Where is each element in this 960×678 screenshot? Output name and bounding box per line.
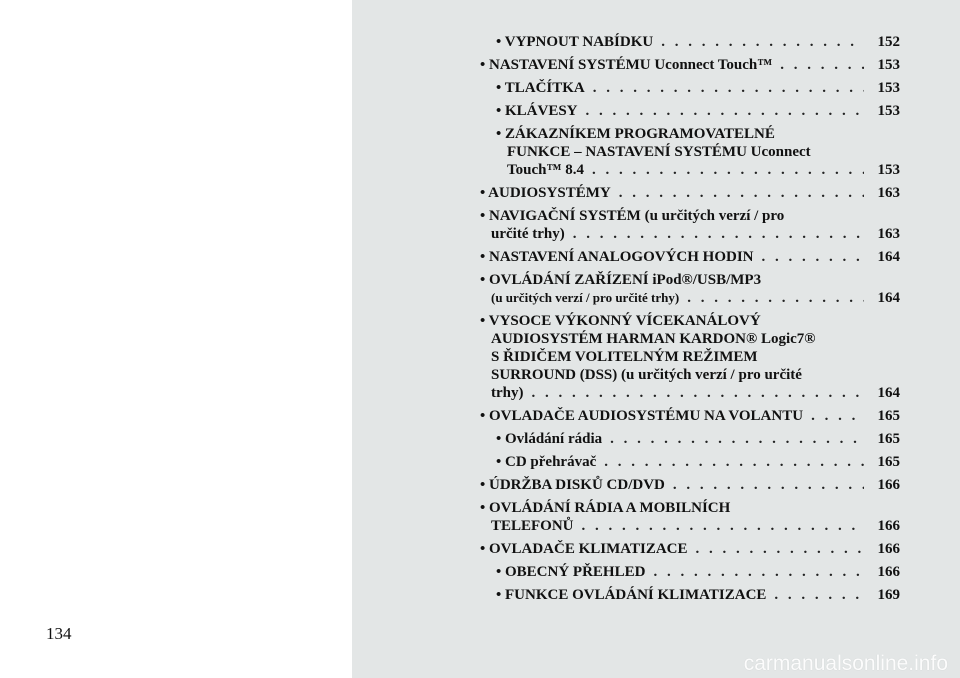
toc-entry-title: • VYPNOUT NABÍDKU — [496, 34, 654, 50]
toc-entry[interactable] — [480, 312, 900, 402]
toc-leader-dots — [586, 102, 864, 120]
toc-entry-title: TELEFONŮ — [491, 518, 574, 534]
toc-leader-dots — [696, 540, 865, 558]
toc-entry-lead-line — [480, 289, 900, 307]
toc-page-number: 153 — [877, 57, 900, 73]
left-page — [0, 0, 352, 678]
toc-entry[interactable] — [480, 586, 900, 604]
watermark: carmanualsonline.info — [743, 652, 948, 675]
toc-page-number: 166 — [877, 564, 900, 580]
toc-leader-dots — [811, 407, 864, 425]
toc-entry[interactable] — [480, 407, 900, 425]
toc-entry-title: • CD přehrávač — [496, 454, 597, 470]
toc-page-number: 164 — [877, 385, 900, 401]
toc-entry[interactable] — [480, 184, 900, 202]
toc-page-number: 163 — [877, 226, 900, 242]
toc-page-number: 164 — [877, 290, 900, 306]
toc-entry-lead-line — [496, 430, 900, 448]
toc-entry-lead-line — [480, 225, 900, 243]
toc-entry-lead-line — [480, 56, 900, 74]
toc-entry[interactable] — [480, 499, 900, 535]
toc-entry-lead-line — [496, 161, 900, 179]
toc-entry-title: trhy) — [491, 385, 524, 401]
toc-entry-title: Touch™ 8.4 — [507, 162, 584, 178]
toc-entry-title-line: AUDIOSYSTÉM HARMAN KARDON® Logic7® — [491, 331, 816, 347]
toc-entry-title-line: S ŘIDIČEM VOLITELNÝM REŽIMEM — [491, 349, 758, 365]
toc-page-number: 165 — [877, 408, 900, 424]
toc-entry-title-line: • NAVIGAČNÍ SYSTÉM (u určitých verzí / pro — [480, 208, 785, 224]
toc-leader-dots — [582, 517, 864, 535]
toc-page-number: 152 — [877, 34, 900, 50]
toc-entry[interactable] — [480, 56, 900, 74]
toc-entry-title: • NASTAVENÍ SYSTÉMU Uconnect Touch™ — [480, 57, 773, 73]
toc-page-number: 153 — [877, 162, 900, 178]
toc-entry-lead-line — [496, 453, 900, 471]
toc-entry-title: • Ovládání rádia — [496, 431, 603, 447]
toc-leader-dots — [593, 79, 864, 97]
toc-entry-title: • OVLADAČE AUDIOSYSTÉMU NA VOLANTU — [480, 408, 804, 424]
toc-entry-title-line: FUNKCE – NASTAVENÍ SYSTÉMU Uconnect — [507, 144, 811, 160]
toc-entry-lead-line — [480, 407, 900, 425]
toc-entry-lead-line — [480, 384, 900, 402]
toc-entry[interactable] — [480, 540, 900, 558]
toc-leader-dots — [762, 248, 865, 266]
toc-entry-title: • KLÁVESY — [496, 103, 578, 119]
toc-page-number: 165 — [877, 431, 900, 447]
toc-entry-lead-line — [480, 517, 900, 535]
toc-entry-lead-line — [480, 184, 900, 202]
toc-entry-lead-line — [480, 540, 900, 558]
toc-entry-title: • FUNKCE OVLÁDÁNÍ KLIMATIZACE — [496, 587, 767, 603]
toc-entry[interactable] — [480, 271, 900, 307]
toc-entry[interactable] — [480, 430, 900, 448]
toc-entry-title-line: • ZÁKAZNÍKEM PROGRAMOVATELNÉ — [496, 126, 775, 142]
toc-entry[interactable] — [480, 453, 900, 471]
toc-page-number: 166 — [877, 541, 900, 557]
toc-entry-title: (u určitých verzí / pro určité trhy) — [491, 290, 680, 305]
toc-entry-title: • TLAČÍTKA — [496, 80, 585, 96]
toc-page-number: 166 — [877, 477, 900, 493]
toc-leader-dots — [661, 33, 864, 51]
toc-entry-title-line: • VYSOCE VÝKONNÝ VÍCEKANÁLOVÝ — [480, 313, 761, 329]
toc-leader-dots — [573, 225, 864, 243]
toc-entry-lead-line — [496, 79, 900, 97]
toc-page-number: 153 — [877, 103, 900, 119]
toc-entry-title: • ÚDRŽBA DISKŮ CD/DVD — [480, 477, 665, 493]
toc-entry-lead-line — [496, 102, 900, 120]
toc-entry-title: • AUDIOSYSTÉMY — [480, 185, 611, 201]
toc-page-number: 169 — [877, 587, 900, 603]
right-page — [352, 0, 960, 678]
toc-leader-dots — [592, 161, 864, 179]
toc-leader-dots — [604, 453, 864, 471]
toc-entry[interactable] — [480, 79, 900, 97]
toc-entry[interactable] — [480, 33, 900, 51]
toc-leader-dots — [780, 56, 864, 74]
toc-entry[interactable] — [480, 102, 900, 120]
toc-entry-title-line: • OVLÁDÁNÍ ZAŘÍZENÍ iPod®/USB/MP3 — [480, 272, 762, 288]
toc-page-number: 166 — [877, 518, 900, 534]
toc-page-number: 165 — [877, 454, 900, 470]
toc-entry-lead-line — [480, 476, 900, 494]
toc-leader-dots — [610, 430, 864, 448]
page-number: 134 — [46, 624, 72, 643]
toc-entry-lead-line — [496, 586, 900, 604]
toc-leader-dots — [774, 586, 864, 604]
toc-leader-dots — [532, 384, 865, 402]
toc-entry-title: • OBECNÝ PŘEHLED — [496, 564, 646, 580]
toc-page-number: 164 — [877, 249, 900, 265]
toc-page-number: 153 — [877, 80, 900, 96]
toc-entry[interactable] — [480, 476, 900, 494]
toc-leader-dots — [653, 563, 864, 581]
toc-entry-lead-line — [480, 248, 900, 266]
toc-leader-dots — [673, 476, 864, 494]
toc-entry-lead-line — [496, 563, 900, 581]
toc-page-number: 163 — [877, 185, 900, 201]
toc-entry[interactable] — [480, 563, 900, 581]
toc-entry-lead-line — [496, 33, 900, 51]
toc-entry-title-line: SURROUND (DSS) (u určitých verzí / pro určité — [491, 367, 802, 383]
toc-entry[interactable] — [480, 125, 900, 179]
toc-entry[interactable] — [480, 248, 900, 266]
toc-leader-dots — [619, 184, 864, 202]
toc-entry-title-line: • OVLÁDÁNÍ RÁDIA A MOBILNÍCH — [480, 500, 731, 516]
toc-leader-dots — [687, 289, 864, 307]
toc-entry-title: • OVLADAČE KLIMATIZACE — [480, 541, 688, 557]
toc-entry-title: • NASTAVENÍ ANALOGOVÝCH HODIN — [480, 249, 754, 265]
table-of-contents — [480, 33, 900, 609]
toc-entry[interactable] — [480, 207, 900, 243]
toc-entry-title: určité trhy) — [491, 226, 565, 242]
